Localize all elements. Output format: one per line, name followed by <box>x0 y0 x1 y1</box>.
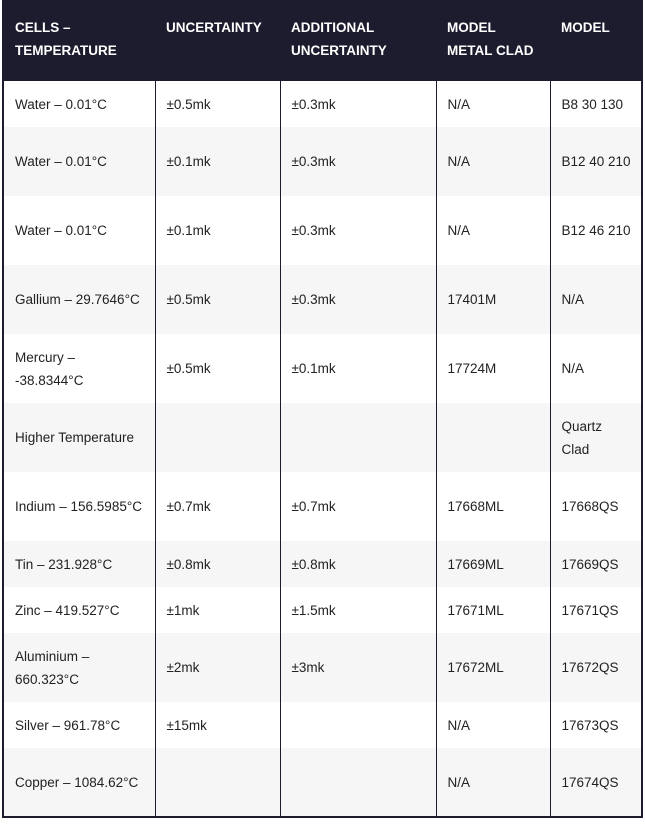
table-row <box>3 265 642 334</box>
cell-cell-temperature: Silver – 961.78°C <box>15 717 121 733</box>
cell-model: 17673QS <box>550 702 642 748</box>
header-model: MODEL <box>550 0 642 81</box>
cell-uncertainty: ±0.7mk <box>155 472 280 541</box>
cell-model-metal-clad: N/A <box>436 127 550 196</box>
cell-cell-temperature: Copper – 1084.62°C <box>15 774 139 790</box>
cell-model: 17672QS <box>550 633 642 702</box>
cell-additional-uncertainty <box>280 702 436 748</box>
cell-model-metal-clad: 17669ML <box>436 541 550 587</box>
cell-additional-uncertainty: ±0.8mk <box>280 541 436 587</box>
cell-uncertainty: ±15mk <box>155 702 280 748</box>
header-additional-uncertainty: ADDITIONAL UNCERTAINTY <box>280 0 436 81</box>
cell-uncertainty: ±1mk <box>155 587 280 633</box>
cell-model-metal-clad: 17672ML <box>436 633 550 702</box>
table-row <box>3 587 642 633</box>
table-row <box>3 702 642 748</box>
cell-model-metal-clad: N/A <box>436 702 550 748</box>
cell-uncertainty <box>155 748 280 817</box>
calibration-cells-table <box>2 0 643 818</box>
header-model-metal-clad: MODEL METAL CLAD <box>436 0 550 81</box>
cell-cell-temperature: Higher Temperature <box>15 430 135 445</box>
header-cell-temperature: CELLS – TEMPERATURE <box>3 0 155 81</box>
table-row <box>3 127 642 196</box>
cell-additional-uncertainty: ±3mk <box>280 633 436 702</box>
cell-additional-uncertainty: ±0.3mk <box>280 127 436 196</box>
cell-model: B12 46 210 <box>550 196 642 265</box>
cell-model: Quartz Clad <box>550 403 642 472</box>
cell-uncertainty: ±2mk <box>155 633 280 702</box>
cell-cell-temperature: Tin – 231.928°C <box>15 556 113 572</box>
cell-model-metal-clad: 17401M <box>436 265 550 334</box>
table-row <box>3 472 642 541</box>
cell-model-metal-clad: 17671ML <box>436 587 550 633</box>
header-uncertainty: UNCERTAINTY <box>155 0 280 81</box>
cell-additional-uncertainty: ±0.3mk <box>280 81 436 127</box>
table-row <box>3 748 642 817</box>
cell-model-metal-clad: N/A <box>436 748 550 817</box>
cell-cell-temperature: Mercury – -38.8344°C <box>15 349 84 388</box>
cell-additional-uncertainty: ±0.3mk <box>280 196 436 265</box>
cell-model: B12 40 210 <box>550 127 642 196</box>
table-row <box>3 633 642 702</box>
table-row <box>3 403 642 472</box>
cell-uncertainty: ±0.5mk <box>155 81 280 127</box>
cell-cell-temperature: Indium – 156.5985°C <box>15 499 142 514</box>
cell-cell-temperature: Water – 0.01°C <box>15 223 107 238</box>
cell-additional-uncertainty: ±0.3mk <box>280 265 436 334</box>
cell-additional-uncertainty <box>280 748 436 817</box>
cell-cell-temperature: Water – 0.01°C <box>15 154 107 169</box>
table-row <box>3 334 642 403</box>
cell-cell-temperature: Aluminium – 660.323°C <box>15 648 90 687</box>
cell-model-metal-clad: 17668ML <box>436 472 550 541</box>
cell-additional-uncertainty: ±0.1mk <box>280 334 436 403</box>
table-row <box>3 81 642 127</box>
cell-model-metal-clad: N/A <box>436 196 550 265</box>
cell-cell-temperature: Water – 0.01°C <box>15 96 107 112</box>
cell-model: N/A <box>550 334 642 403</box>
cell-model: B8 30 130 <box>550 81 642 127</box>
cell-model: 17671QS <box>550 587 642 633</box>
cell-additional-uncertainty: ±0.7mk <box>280 472 436 541</box>
cell-uncertainty: ±0.1mk <box>155 196 280 265</box>
table-row <box>3 196 642 265</box>
cell-uncertainty <box>155 403 280 472</box>
cell-model: 17669QS <box>550 541 642 587</box>
header-row <box>3 0 642 81</box>
cell-uncertainty: ±0.5mk <box>155 334 280 403</box>
cell-model-metal-clad: 17724M <box>436 334 550 403</box>
cell-uncertainty: ±0.1mk <box>155 127 280 196</box>
cell-model: N/A <box>550 265 642 334</box>
cell-cell-temperature: Gallium – 29.7646°C <box>15 292 140 307</box>
cell-model: 17668QS <box>550 472 642 541</box>
cell-additional-uncertainty: ±1.5mk <box>280 587 436 633</box>
cell-uncertainty: ±0.8mk <box>155 541 280 587</box>
table-row <box>3 541 642 587</box>
cell-cell-temperature: Zinc – 419.527°C <box>15 602 120 618</box>
cell-additional-uncertainty <box>280 403 436 472</box>
cell-model-metal-clad: N/A <box>436 81 550 127</box>
cell-uncertainty: ±0.5mk <box>155 265 280 334</box>
cell-model-metal-clad <box>436 403 550 472</box>
cell-model: 17674QS <box>550 748 642 817</box>
